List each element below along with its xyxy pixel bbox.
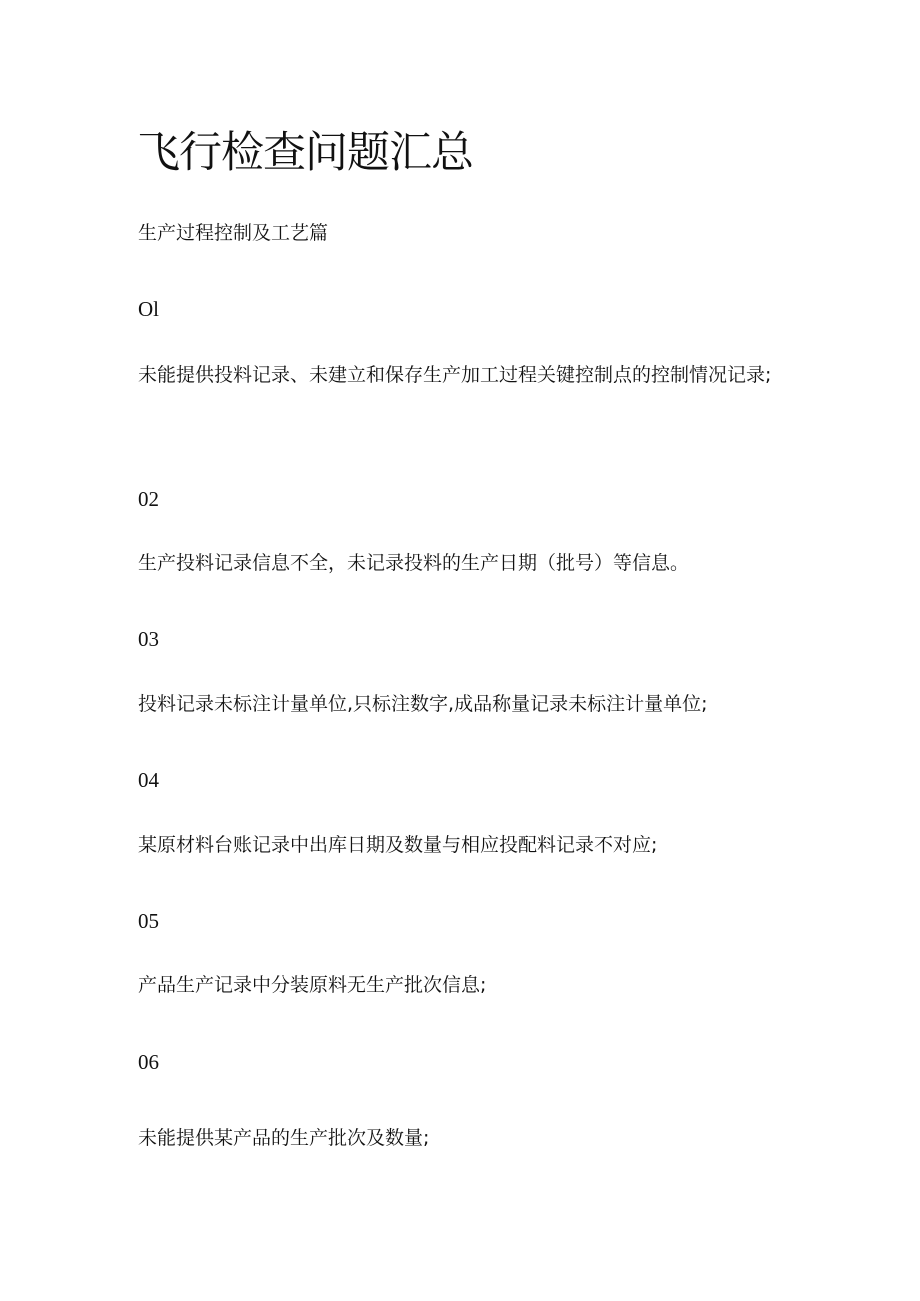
item-text: 未能提供投料记录、未建立和保存生产加工过程关键控制点的控制情况记录; bbox=[138, 364, 772, 386]
item-number: 05 bbox=[138, 909, 159, 933]
item-text: 投料记录未标注计量单位,只标注数字,成品称量记录未标注计量单位; bbox=[138, 693, 708, 715]
item-text: 产品生产记录中分装原料无生产批次信息; bbox=[138, 974, 487, 996]
item-number: 03 bbox=[138, 627, 159, 651]
page-title: 飞行检查问题汇总 bbox=[137, 128, 473, 178]
item-number: 04 bbox=[138, 768, 159, 792]
item-text: 生产投料记录信息不全，未记录投料的生产日期（批号）等信息。 bbox=[138, 552, 690, 574]
section-subtitle: 生产过程控制及工艺篇 bbox=[138, 222, 329, 244]
item-number: 06 bbox=[138, 1050, 159, 1074]
item-number: 02 bbox=[138, 487, 159, 511]
item-text: 未能提供某产品的生产批次及数量; bbox=[138, 1127, 430, 1149]
item-text: 某原材料台账记录中出库日期及数量与相应投配料记录不对应; bbox=[138, 834, 658, 856]
item-number: Ol bbox=[138, 297, 159, 321]
